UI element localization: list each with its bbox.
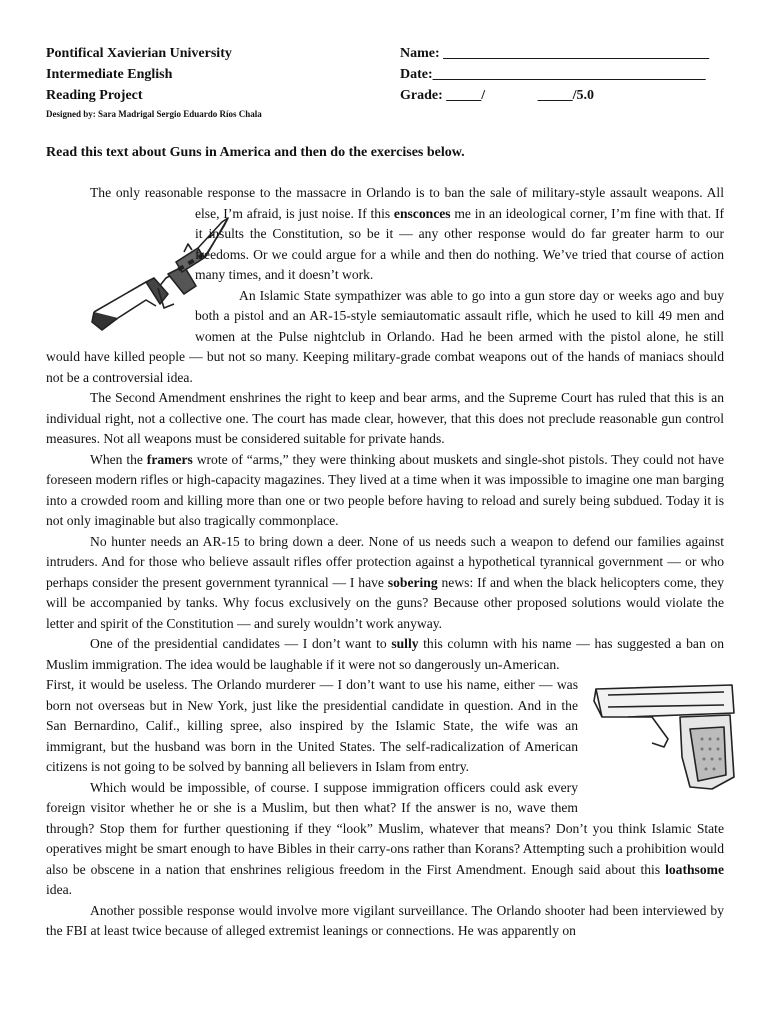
pistol-illustration	[588, 677, 738, 795]
paragraph-3: The Second Amendment enshrines the right to keep and bear arms, and the Supreme Court has ruled that this is an individual right, not a collective one. The court has made clear, however, that this does not preclude reasonable gun control measures. Not all weapons must be considered suitable for private hands.	[46, 390, 724, 446]
vocab-sully: sully	[391, 636, 419, 651]
vocab-sobering: sobering	[387, 574, 438, 590]
vocab-loathsome: loathsome	[665, 861, 724, 877]
article-body	[46, 183, 724, 942]
vocab-framers: framers	[146, 451, 193, 467]
worksheet-header	[46, 46, 746, 119]
pistol-icon	[588, 677, 738, 795]
university-name: Pontifical Xavierian University	[46, 46, 232, 61]
instructions: Read this text about Guns in America and then do the exercises below.	[46, 145, 465, 160]
date-field: Date:_______________________________________	[400, 67, 706, 82]
course-name: Intermediate English	[46, 67, 173, 82]
paragraph-4: When the framers wrote of “arms,” they were thinking about muskets and single-shot pistols. They could not have foreseen modern rifles or high-capacity magazines. They lived at a time when it was impossible to imagine one man barging into a crowded room and killing more than one or two people before having to reload and surely being subdued. Today it is not only imaginable but also tragically commonplace.	[46, 451, 724, 528]
grade-field: Grade: _____/ _____/5.0	[400, 88, 595, 103]
project-name: Reading Project	[46, 88, 143, 103]
designed-by: Designed by: Sara Madrigal Sergio Eduardo Ríos Chala	[46, 109, 262, 119]
paragraph-6: One of the presidential candidates — I don’t want to sully this column with his name — has suggested a ban on Muslim immigration. The idea would be laughable if it were not so dangerously un-American.	[46, 636, 724, 672]
paragraph-1: The only reasonable response to the massacre in Orlando is to ban the sale of military-style assault weapons. All else, I’m afraid, is just noise. If this ensconces me in an ideological corner, I’m fine with that. If it insults the Constitution, so be it — any other response would do far greater harm to our freedoms. Or we could argue for a while and then do nothing. We’ve tried that course of action many times, and it doesn’t work.	[46, 183, 724, 286]
vocab-ensconces: ensconces	[393, 205, 451, 221]
name-field: Name: ______________________________________	[400, 46, 710, 61]
rifle-illustration	[44, 208, 189, 334]
paragraph-2: An Islamic State sympathizer was able to go into a gun store day or weeks ago and buy both a pistol and an AR-15-style semiautomatic assault rifle, which he used to kill 49 men and women at the Pulse nightclub in Orlando. Had he been armed with the pistol alone, he still would have killed people — but not so many. Keeping military-grade combat weapons out of the hands of maniacs should not be a controversial idea.	[46, 287, 724, 385]
paragraph-8: Which would be impossible, of course. I suppose immigration officers could ask every foreign visitor whether he or she is a Muslim, but then what? If the answer is no, wave them through? Stop them for further questioning if they “look” Muslim, whatever that means? Don’t you think Islamic State operatives might be smart enough to have Bibles in their carry-ons rather than Korans? Attempting such a prohibition would also be obscene in a nation that enshrines religious freedom in the First Amendment. Enough said about this loathsome idea.	[46, 779, 724, 897]
paragraph-5: No hunter needs an AR-15 to bring down a deer. None of us needs such a weapon to defend our families against intruders. And for those who believe assault rifles offer protection against a hypothetical tyrannical government — or who perhaps consider the present government tyrannical — I have sobering news: If and when the black helicopters come, they will be accompanied by tanks. Why focus exclusively on the guns? Because other proposed solutions would violate the letter and spirit of the Constitution — and surely wouldn’t work anyway.	[46, 533, 724, 631]
paragraph-9: Another possible response would involve more vigilant surveillance. The Orlando shooter had been interviewed by the FBI at least twice because of alleged extremist leanings or connections. He was apparently on	[46, 902, 724, 938]
paragraph-7: First, it would be useless. The Orlando murderer — I don’t want to use his name, either — was born not overseas but in New York, just like the presidential candidate in question. And in the San Bernardino, Calif., killing spree, also inspired by the Islamic State, the wife was an immigrant, but the husband was born in the United States. The self-radicalization of American citizens is not going to be solved by banning all believers in Islam from entry.	[46, 675, 724, 778]
